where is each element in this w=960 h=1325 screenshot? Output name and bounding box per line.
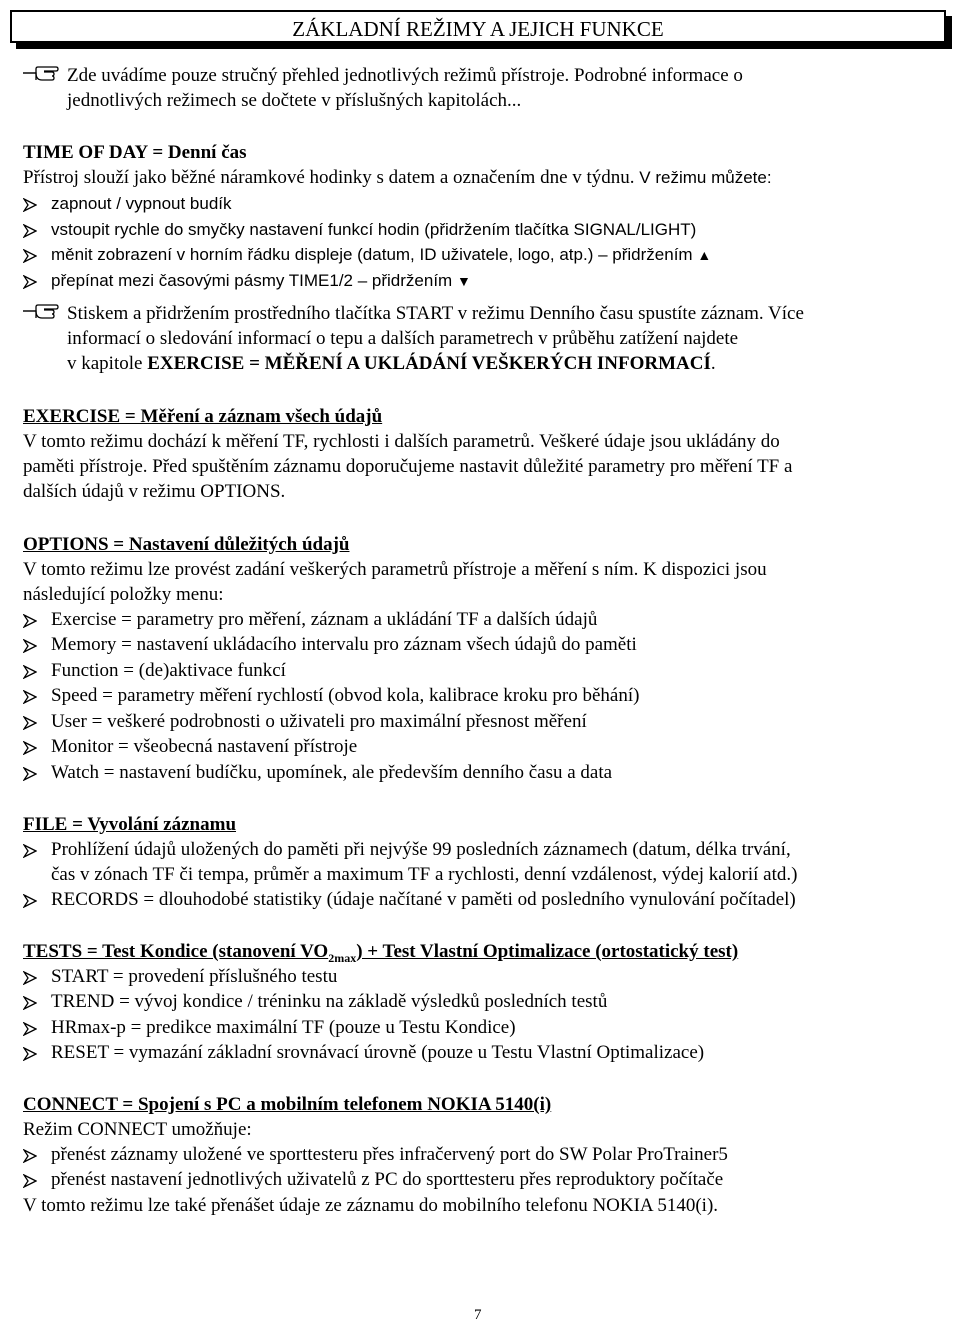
down-triangle-icon: ▼ xyxy=(456,273,471,289)
arrow-bullet-icon xyxy=(23,198,37,212)
arrow-bullet-icon xyxy=(23,1149,37,1163)
arrow-bullet-icon xyxy=(23,614,37,628)
arrow-bullet-icon xyxy=(23,224,37,238)
file-item-2: RECORDS = dlouhodobé statistiky (údaje načítané v paměti od posledního vynulování počítadel) xyxy=(51,889,796,910)
arrow-bullet-icon xyxy=(23,690,37,704)
options-item-function: Function = (de)aktivace funkcí xyxy=(51,660,286,681)
tests-heading-subscript: 2max xyxy=(328,950,357,965)
file-heading: FILE = Vyvolání záznamu xyxy=(23,814,237,835)
options-line-2: následující položky menu: xyxy=(23,584,224,605)
intro-line-2: jednotlivých režimech se dočtete v příslušných kapitolách... xyxy=(67,90,522,111)
exercise-heading: EXERCISE = Měření a záznam všech údajů xyxy=(23,406,383,427)
arrow-bullet-icon xyxy=(23,249,37,263)
arrow-bullet-icon xyxy=(23,741,37,755)
arrow-bullet-icon xyxy=(23,639,37,653)
exercise-line-2: paměti přístroje. Před spuštěním záznamu doporučujeme nastavit důležité parametry pro měření TF a xyxy=(23,456,793,477)
time-of-day-item-2: vstoupit rychle do smyčky nastavení funkcí hodin (přidržením tlačítka SIGNAL/LIGHT) xyxy=(51,220,697,239)
chapter-reference: EXERCISE = MĚŘENÍ A UKLÁDÁNÍ VEŠKERÝCH INFORMACÍ xyxy=(147,353,711,374)
arrow-bullet-icon xyxy=(23,767,37,781)
arrow-bullet-icon xyxy=(23,1174,37,1188)
time-of-day-desc-b: V režimu můžete: xyxy=(639,168,772,187)
tests-heading-suffix: ) + Test Vlastní Optimalizace (ortostatický test) xyxy=(356,941,739,962)
time-of-day-note-line-3 xyxy=(67,352,716,376)
time-of-day-description xyxy=(23,166,772,190)
arrow-bullet-icon xyxy=(23,1047,37,1061)
arrow-bullet-icon xyxy=(23,716,37,730)
connect-heading: CONNECT = Spojení s PC a mobilním telefonem NOKIA 5140(i) xyxy=(23,1094,552,1115)
time-of-day-item-4 xyxy=(51,269,471,293)
time-of-day-desc-a: Přístroj slouží jako běžné náramkové hodinky s datem a označením dne v týdnu. xyxy=(23,167,635,188)
pointing-hand-icon xyxy=(22,64,60,82)
options-item-user: User = veškeré podrobnosti o uživateli pro maximální přesnost měření xyxy=(51,711,587,732)
arrow-bullet-icon xyxy=(23,1022,37,1036)
time-of-day-item-3-text: měnit zobrazení v horním řádku displeje (datum, ID uživatele, logo, atp.) – přidržením xyxy=(51,245,693,264)
tests-item-start: START = provedení příslušného testu xyxy=(51,966,338,987)
time-of-day-note-line-1: Stiskem a přidržením prostředního tlačítka START v režimu Denního času spustíte záznam. Více xyxy=(67,303,804,324)
options-line-1: V tomto režimu lze provést zadání veškerých parametrů přístroje a měření s ním. K dispozici jsou xyxy=(23,559,767,580)
arrow-bullet-icon xyxy=(23,844,37,858)
arrow-bullet-icon xyxy=(23,971,37,985)
options-item-memory: Memory = nastavení ukládacího intervalu pro záznam všech údajů do paměti xyxy=(51,634,637,655)
options-item-monitor: Monitor = všeobecná nastavení přístroje xyxy=(51,736,358,757)
options-item-speed: Speed = parametry měření rychlostí (obvod kola, kalibrace kroku pro běhání) xyxy=(51,685,640,706)
tests-heading-prefix: TESTS = Test Kondice (stanovení VO xyxy=(23,941,329,962)
connect-outro: V tomto režimu lze také přenášet údaje ze záznamu do mobilního telefonu NOKIA 5140(i). xyxy=(23,1195,719,1216)
intro-line-1: Zde uvádíme pouze stručný přehled jednotlivých režimů přístroje. Podrobné informace o xyxy=(67,65,743,86)
arrow-bullet-icon xyxy=(23,665,37,679)
connect-item-1: přenést záznamy uložené ve sporttesteru přes infračervený port do SW Polar ProTrainer5 xyxy=(51,1144,728,1165)
title-box xyxy=(10,10,946,43)
options-heading: OPTIONS = Nastavení důležitých údajů xyxy=(23,534,350,555)
note-line-3-suffix: . xyxy=(710,353,716,374)
time-of-day-note-line-2: informací o sledování informací o tepu a dalších parametrech v průběhu zatížení najdete xyxy=(67,328,739,349)
pointing-hand-icon xyxy=(22,302,60,320)
note-line-3-prefix: v kapitole xyxy=(67,353,148,374)
options-item-exercise: Exercise = parametry pro měření, záznam a ukládání TF a dalších údajů xyxy=(51,609,598,630)
time-of-day-item-4-text: přepínat mezi časovými pásmy TIME1/2 – přidržením xyxy=(51,271,453,290)
exercise-line-1: V tomto režimu dochází k měření TF, rychlosti i dalších parametrů. Veškeré údaje jsou ukládány do xyxy=(23,431,780,452)
arrow-bullet-icon xyxy=(23,275,37,289)
options-item-watch: Watch = nastavení budíčku, upomínek, ale především denního času a data xyxy=(51,762,613,783)
connect-intro: Režim CONNECT umožňuje: xyxy=(23,1119,252,1140)
connect-item-2: přenést nastavení jednotlivých uživatelů z PC do sporttesteru přes reproduktory počítače xyxy=(51,1169,724,1190)
time-of-day-item-3 xyxy=(51,243,711,267)
file-item-1-line-2: čas v zónach TF či tempa, průměr a maximum TF a rychlosti, denní vzdálenost, výdej kalorií atd.) xyxy=(51,864,798,885)
tests-item-reset: RESET = vymazání základní srovnávací úrovně (pouze u Testu Vlastní Optimalizace) xyxy=(51,1042,705,1063)
exercise-line-3: dalších údajů v režimu OPTIONS. xyxy=(23,481,286,502)
page-title: ZÁKLADNÍ REŽIMY A JEJICH FUNKCE xyxy=(292,17,664,41)
time-of-day-heading: TIME OF DAY = Denní čas xyxy=(23,142,247,163)
file-item-1-line-1: Prohlížení údajů uložených do paměti při nejvýše 99 posledních záznamech (datum, délka trvání, xyxy=(51,839,791,860)
time-of-day-item-1: zapnout / vypnout budík xyxy=(51,194,232,213)
tests-item-trend: TREND = vývoj kondice / tréninku na základě výsledků posledních testů xyxy=(51,991,608,1012)
tests-item-hrmax: HRmax-p = predikce maximální TF (pouze u Testu Kondice) xyxy=(51,1017,516,1038)
page-number: 7 xyxy=(474,1307,482,1323)
arrow-bullet-icon xyxy=(23,996,37,1010)
arrow-bullet-icon xyxy=(23,894,37,908)
up-triangle-icon: ▲ xyxy=(697,247,712,263)
